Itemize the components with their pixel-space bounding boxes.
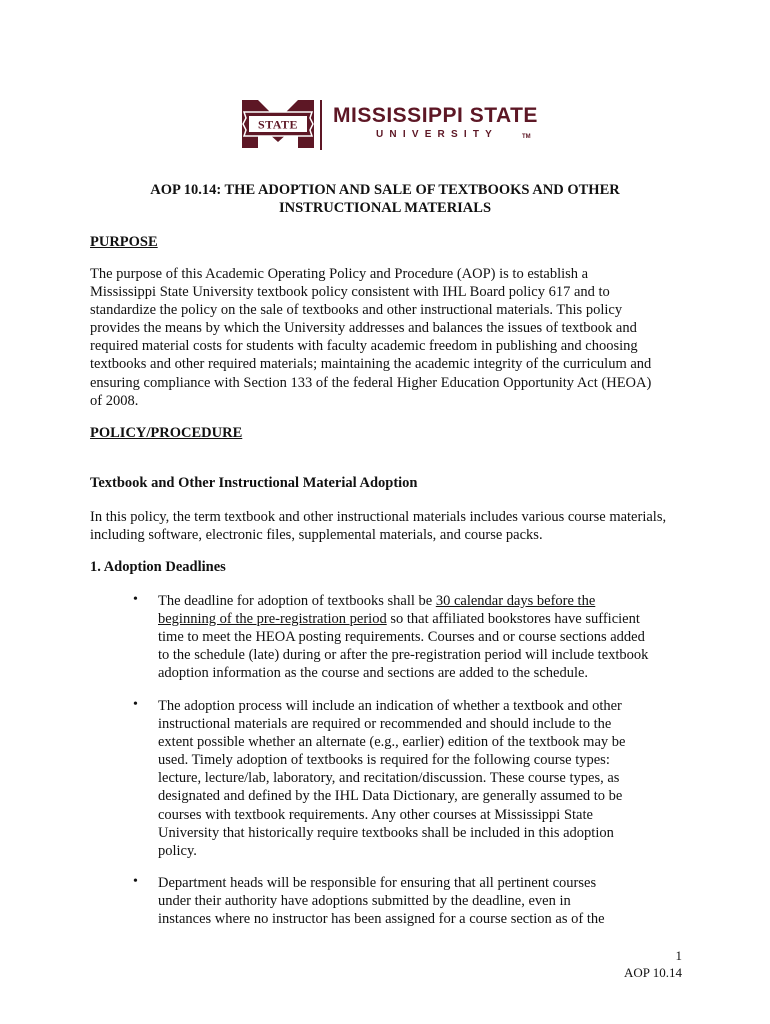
- logo-trademark: TM: [522, 134, 531, 140]
- svg-text:STATE: STATE: [257, 117, 299, 132]
- adoption-subheading: Textbook and Other Instructional Material Adoption: [90, 475, 418, 491]
- bullet-item-deadline: The deadline for adoption of textbooks shall be 30 calendar days before the beginning of the pre-registration period so that affiliated bookstores have sufficient time to meet the HEOA posting requirements. Courses and or course sections added to the schedule (late) during or after the pre-registration period will include textbook adoption information as the course and sections are added to the schedule.: [158, 593, 649, 682]
- university-logo: [240, 98, 540, 154]
- section-adoption-deadlines-heading: 1. Adoption Deadlines: [90, 559, 226, 575]
- purpose-heading: PURPOSE: [90, 234, 158, 250]
- page-number: 1: [675, 948, 682, 963]
- page-footer: [624, 947, 682, 981]
- logo-university-name: MISSISSIPPI STATE: [333, 104, 538, 127]
- document-title: AOP 10.14: THE ADOPTION AND SALE OF TEXTBOOKS AND OTHER INSTRUCTIONAL MATERIALS: [150, 182, 620, 216]
- bullet-icon: •: [133, 592, 138, 607]
- bullet-icon: •: [133, 697, 138, 712]
- logo-university-subtitle: UNIVERSITY: [376, 129, 499, 140]
- footer-doc-id: AOP 10.14: [623, 965, 682, 980]
- bullet-item-department-heads: Department heads will be responsible for ensuring that all pertinent courses under their authority have adoptions submitted by the deadline, even in instances where no instructor has been assigned for a course section as of the: [158, 875, 605, 928]
- bullet-item-adoption-process: The adoption process will include an indication of whether a textbook and other instructional materials are required or recommended and should include to the extent possible whether an alternate (e.g., earlier) edition of the textbook may be used. Timely adoption of textbooks is required for the following course types: lecture, lecture/lab, laboratory, and recitation/discussion. These course types, as designated and defined by the IHL Data Dictionary, are generally assumed to be courses with textbook requirements. Any other courses at Mississippi State University that historically require textbooks shall be included in this adoption policy.: [158, 698, 626, 859]
- policy-intro-paragraph: In this policy, the term textbook and other instructional materials includes various course materials, including software, electronic files, supplemental materials, and course packs.: [90, 509, 667, 544]
- logo-divider: [320, 100, 322, 150]
- msu-m-logo-icon: [240, 98, 316, 150]
- policy-heading: POLICY/PROCEDURE: [90, 425, 243, 441]
- bullet-icon: •: [133, 874, 138, 889]
- purpose-paragraph: The purpose of this Academic Operating Policy and Procedure (AOP) is to establish a Mississippi State University textbook policy consistent with IHL Board policy 617 and to standardize the policy on the sale of textbooks and other instructional materials. This policy provides the means by which the University addresses and balances the issues of textbook and required material costs for students with faculty academic freedom in publishing and choosing textbooks and other required materials; maintaining the academic integrity of the curriculum and ensuring compliance with Section 133 of the federal Higher Education Opportunity Act (HEOA) of 2008.: [90, 266, 652, 409]
